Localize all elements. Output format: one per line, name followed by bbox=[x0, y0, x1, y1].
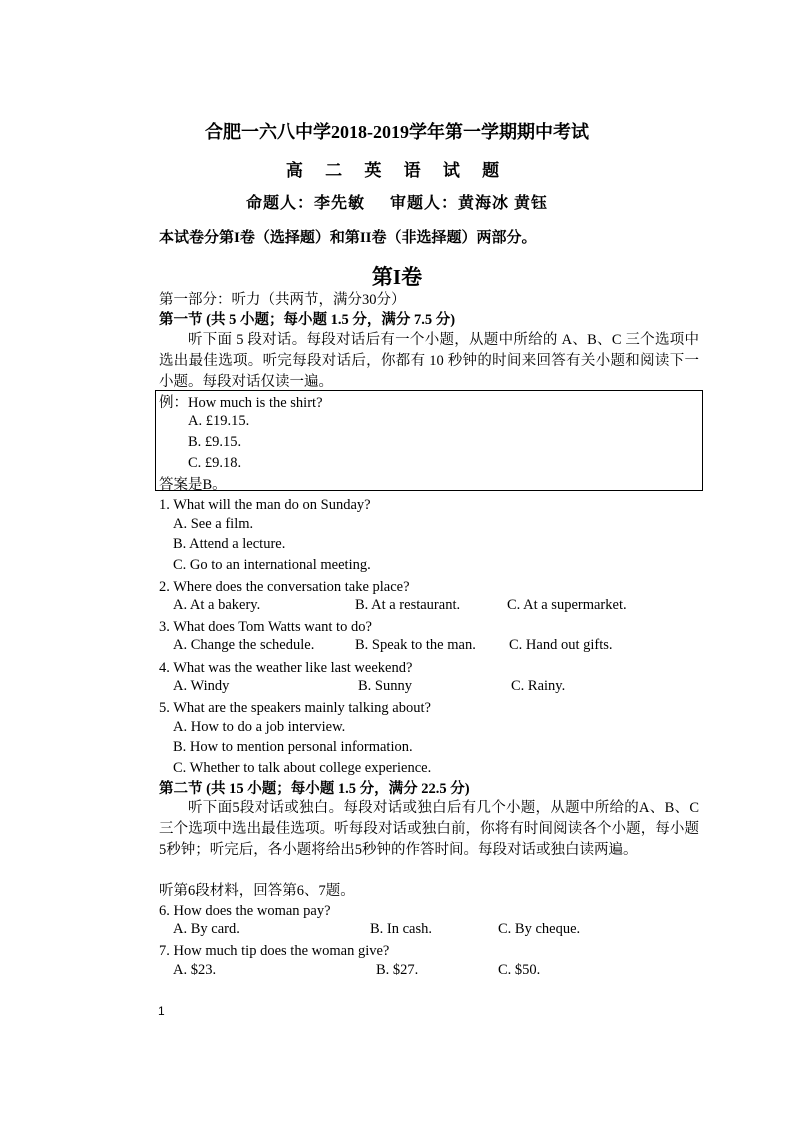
exam-title: 合肥一六八中学2018-2019学年第一学期期中考试 bbox=[205, 122, 589, 142]
question-6: 6. How does the woman pay? bbox=[159, 903, 331, 919]
volume-title: 第I卷 bbox=[371, 265, 423, 289]
question-2: 2. Where does the conversation take place? bbox=[159, 579, 410, 595]
question-4-option-b: B. Sunny bbox=[358, 678, 412, 694]
question-1: 1. What will the man do on Sunday? bbox=[159, 497, 371, 513]
question-3-option-a: A. Change the schedule. bbox=[173, 637, 315, 653]
question-5: 5. What are the speakers mainly talking about? bbox=[159, 700, 431, 716]
intro-text: 本试卷分第I卷（选择题）和第II卷（非选择题）两部分。 bbox=[159, 230, 537, 246]
question-6-option-c: C. By cheque. bbox=[498, 921, 581, 937]
example-option-a: A. £19.15. bbox=[188, 413, 250, 429]
question-2-option-a: A. At a bakery. bbox=[173, 597, 261, 613]
question-1-option-b: B. Attend a lecture. bbox=[173, 536, 286, 552]
question-4-option-c: C. Rainy. bbox=[511, 678, 566, 694]
question-2-option-c: C. At a supermarket. bbox=[507, 597, 627, 613]
section2-title: 第二节 (共 15 小题；每小题 1.5 分，满分 22.5 分) bbox=[159, 781, 470, 797]
question-4-option-a: A. Windy bbox=[173, 678, 230, 694]
question-3: 3. What does Tom Watts want to do? bbox=[159, 619, 372, 635]
example-option-b: B. £9.15. bbox=[188, 434, 242, 450]
setter: 命题人：李先敏 bbox=[245, 195, 365, 212]
example-option-c: C. £9.18. bbox=[188, 455, 242, 471]
section2-instructions: 听下面5段对话或独白。每段对话或独白后有几个小题，从题中所给的A、B、C三个选项中选出最佳选项。听每段对话或独白前，你将有时间阅读各个小题，每小题5秒钟；听完后，各小题将给出5秒钟的作答时间。每段对话或独白读两遍。 bbox=[159, 800, 699, 858]
question-7: 7. How much tip does the woman give? bbox=[159, 943, 390, 959]
exam-subtitle: 高 二 英 语 试 题 bbox=[285, 161, 509, 180]
reviewer: 审题人：黄海冰 黄钰 bbox=[390, 195, 549, 212]
page-number: 1 bbox=[158, 1004, 165, 1018]
example-question: 例：How much is the shirt? bbox=[159, 395, 323, 411]
exam-authors bbox=[0, 190, 794, 213]
question-5-option-c: C. Whether to talk about college experience. bbox=[173, 760, 432, 776]
question-1-option-c: C. Go to an international meeting. bbox=[173, 557, 371, 573]
part1-title: 第一部分：听力（共两节，满分30分） bbox=[159, 292, 406, 308]
question-5-option-a: A. How to do a job interview. bbox=[173, 719, 346, 735]
question-5-option-b: B. How to mention personal information. bbox=[173, 739, 413, 755]
example-box bbox=[155, 390, 703, 491]
question-7-option-c: C. $50. bbox=[498, 962, 541, 978]
question-3-option-b: B. Speak to the man. bbox=[355, 637, 476, 653]
question-6-option-a: A. By card. bbox=[173, 921, 240, 937]
question-7-option-b: B. $27. bbox=[376, 962, 419, 978]
question-6-option-b: B. In cash. bbox=[370, 921, 433, 937]
section1-instructions: 听下面 5 段对话。每段对话后有一个小题，从题中所给的 A、B、C 三个选项中选出最佳选项。听完每段对话后，你都有 10 秒钟的时间来回答有关小题和阅读下一小题。每段对话仅读一遍。 bbox=[159, 332, 699, 390]
question-3-option-c: C. Hand out gifts. bbox=[509, 637, 613, 653]
section1-title: 第一节 (共 5 小题；每小题 1.5 分，满分 7.5 分) bbox=[159, 312, 456, 328]
question-1-option-a: A. See a film. bbox=[173, 516, 254, 532]
question-4: 4. What was the weather like last weekend? bbox=[159, 660, 413, 676]
example-answer: 答案是B。 bbox=[159, 477, 227, 493]
question-7-option-a: A. $23. bbox=[173, 962, 217, 978]
material-note: 听第6段材料，回答第6、7题。 bbox=[159, 883, 355, 899]
question-2-option-b: B. At a restaurant. bbox=[355, 597, 461, 613]
